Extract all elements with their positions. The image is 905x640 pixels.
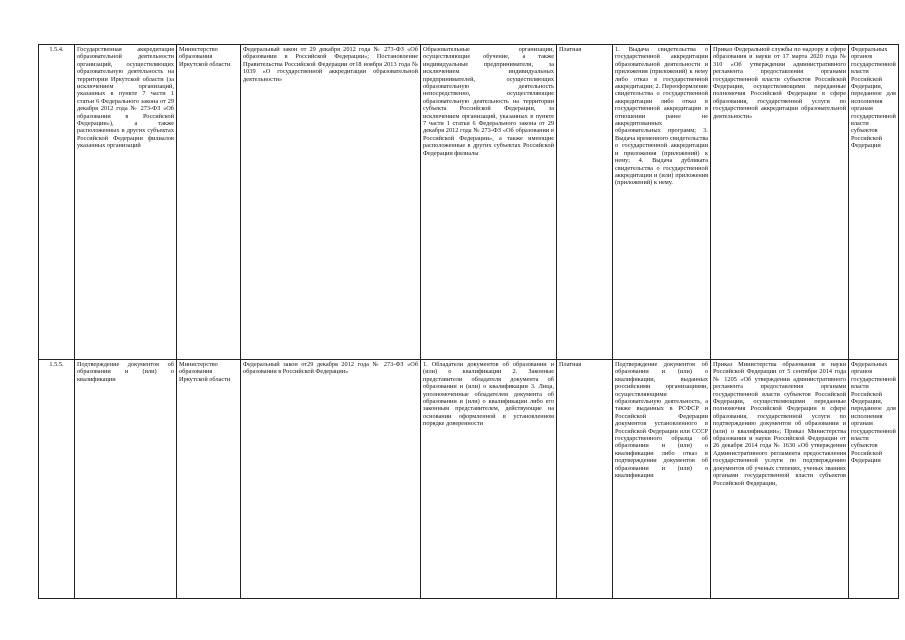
recipients-cell: 1. Обладатели документов об образовании и (или) о квалификации 2. Законные представители обладателя документа об образовании и (или) о квалификации 3. Лица, уполномоченные обладателем документа об образовании и (или) о квалификации либо его законным представителем, действующие на основании оформленной в установленном порядке доверенности <box>421 360 557 599</box>
table-row <box>39 45 899 360</box>
results-cell: Подтверждение документов об образовании и (или) о квалификации, выданных российскими организациями, осуществляющими образовательную деятельность, а также выданных в РСФСР и Российской Федерации документов установленного в Российской Федерации или СССР государственного образца об образовании и (или) о квалификации либо отказ в подтверждении документов об образовании и (или) о квалификации <box>613 360 711 599</box>
budget-cell: Федеральных органов государственной власти Российской Федерации, переданное для исполнения органам государственной власти субъектов Российской Федерации <box>849 45 899 360</box>
authority-cell: Министерство образования Иркутской области <box>177 45 241 360</box>
regulation-cell: Приказ Федеральной службы по надзору в сфере образования и науки от 17 марта 2020 года № 310 «Об утверждении административного регламента предоставления органами государственной власти субъектов Российской Федерации, осуществляющими переданные полномочия Российской Федерации в сфере образования, государственной услуги по государственной аккредитации образовательной деятельности» <box>711 45 849 360</box>
regulation-cell: Приказ Министерства образования и науки Российской Федерации от 5 сентября 2014 года № 1205 «Об утверждении административного регламента предоставления органами государственной власти субъектов Российской Федерации, осуществляющими переданные полномочия Российской Федерации в сфере образования, государственной услуги по подтверждению документов об образовании и (или) о квалификации»; Приказ Министерства образования и науки Российской Федерации от 26 декабря 2014 года № 1630 «Об утверждении Административного регламента предоставления государственной услуги по подтверждению документов об ученых степенях, ученых званиях органами государственной власти субъектов Российской Федерации, <box>711 360 849 599</box>
row-number: 1.5.5. <box>39 360 75 599</box>
row-number: 1.5.4. <box>39 45 75 360</box>
recipients-cell: Образовательные организации, осуществляющие обучение, а также индивидуальные предприниматели, за исключением индивидуальных предпринимателей, осуществляющих образовательную деятельность непосредственно, осуществляющие образовательную деятельность на территории субъекта Российской Федерации, за исключением организаций, указанных в пункте 7 части 1 статьи 6 Федерального закона от 29 декабря 2012 года № 273-ФЗ «Об образовании в Российской Федерации», а также имеющие расположенные в других субъектах Российской Федерации филиалы <box>421 45 557 360</box>
authority-cell: Министерство образования Иркутской области <box>177 360 241 599</box>
results-cell: 1. Выдача свидетельства о государственной аккредитации образовательной деятельности и приложения (приложений) к нему либо отказ в государственной аккредитации; 2. Переоформление свидетельства о государственной аккредитации либо отказ в государственной аккредитации в отношении ранее не аккредитованных образовательных программ; 3. Выдача временного свидетельства о государственной аккредитации и приложения (приложений) к нему; 4. Выдача дубликата свидетельства о государственной аккредитации и (или) приложения (приложений) к нему. <box>613 45 711 360</box>
fee-cell: Платная <box>557 45 613 360</box>
table-row <box>39 360 899 599</box>
legal-basis-cell: Федеральный закон от29 декабря 2012 года № 273-ФЗ «Об образовании в Российской Федерации» <box>241 360 421 599</box>
services-table <box>38 44 899 599</box>
service-name-cell: Государственная аккредитация образовательной деятельности организаций, осуществляющих образовательную деятельность на территории Иркутской области (за исключением организаций, указанных в пункте 7 части 1 статьи 6 Федерального закона от 29 декабря 2012 года № 273-ФЗ «Об образовании в Российской Федерации»), а также расположенных в других субъектах Российской Федерации филиалов указанных организаций <box>75 45 177 360</box>
budget-cell: Федеральных органов государственной власти Российской Федерации, переданное для исполнения органам государственной власти субъектов Российской Федерации <box>849 360 899 599</box>
service-name-cell: Подтверждение документов об образовании и (или) о квалификации <box>75 360 177 599</box>
legal-basis-cell: Федеральный закон от 29 декабря 2012 года № 273-ФЗ «Об образовании в Российской Федерации»; Постановление Правительства Российской Федерации от18 ноября 2013 года № 1039 «О государственной аккредитации образовательной деятельности» <box>241 45 421 360</box>
fee-cell: Платная <box>557 360 613 599</box>
